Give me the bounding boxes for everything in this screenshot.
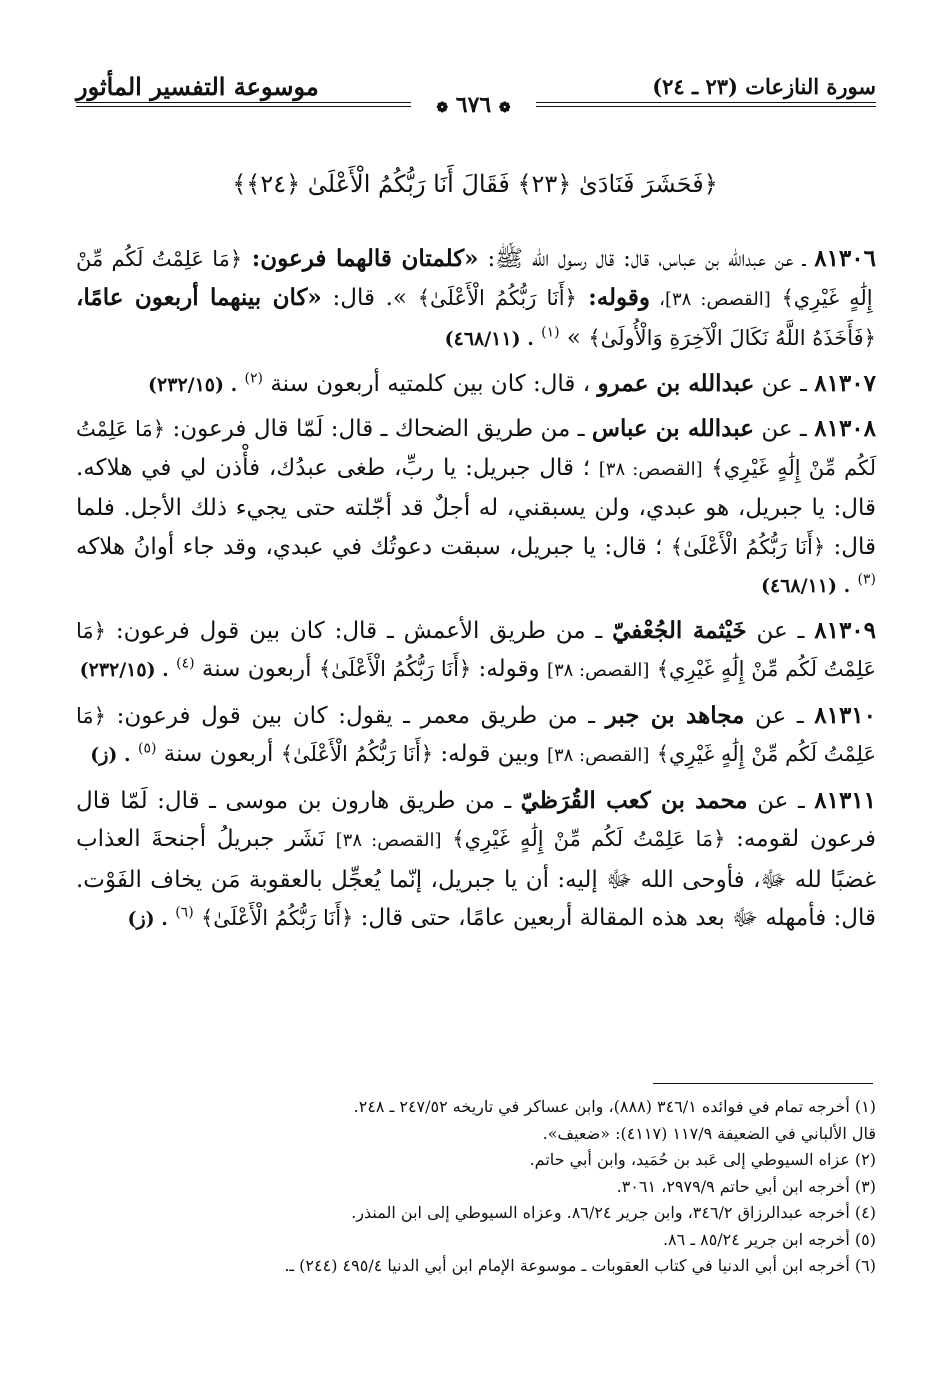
narration-text: ». قال: bbox=[321, 284, 408, 311]
narration-text: ـ من طريق الضحاك ـ قال: لَمّا قال فرعون: bbox=[165, 416, 585, 442]
narration-8309 bbox=[76, 612, 876, 691]
narration-bold: وقوله: bbox=[576, 283, 651, 311]
narration-8307 bbox=[76, 365, 876, 405]
footnote: (٣) أخرجه ابن أبي حاتم ٢٩٧٩/٩، ٣٠٦١. bbox=[616, 1176, 876, 1196]
footnote: (٦) أخرجه ابن أبي الدنيا في كتاب العقوبات ـ موسوعة الإمام ابن أبي الدنيا ٤٩٥/٤ (٢٤٤) ـ. bbox=[284, 1256, 876, 1275]
footnotes bbox=[76, 1094, 876, 1280]
narrations bbox=[76, 240, 876, 945]
quran-quote: ﴿أَنَا رَبُّكُمُ الْأَعْلَىٰ﴾ bbox=[417, 285, 577, 310]
footnote-marker[interactable]: (٤) bbox=[176, 655, 195, 672]
quran-reference: [القصص: ٣٨] bbox=[546, 745, 650, 766]
quran-quote: ﴿أَنَا رَبُّكُمُ الْأَعْلَىٰ﴾ bbox=[200, 906, 354, 930]
narrator-name: خَيْثمة الجُعْفيّ bbox=[612, 616, 747, 644]
narration-number: ٨١٣١١ bbox=[814, 786, 877, 814]
volume-reference: . (٢٣٢/١٥) bbox=[148, 373, 238, 396]
narration-text: ـ عن bbox=[746, 617, 805, 644]
volume-reference: . (ز) bbox=[90, 744, 131, 766]
surah-title: سورة النازعات (٢٣ ـ ٢٤) bbox=[652, 74, 876, 99]
page-number-text: ٦٧٦ bbox=[455, 92, 492, 118]
narrator-name: عبدالله بن عمرو bbox=[597, 369, 755, 397]
narration-8306 bbox=[76, 240, 876, 359]
narration-text: أربعون سنة bbox=[163, 741, 274, 767]
quran-quote: ﴿مَا عَلِمْتُ لَكُم مِّنْ إِلَٰهٍ غَيْرِي﴾ bbox=[76, 703, 876, 766]
page-number bbox=[411, 92, 536, 118]
narration-8311 bbox=[76, 782, 876, 939]
volume-reference: . (٢٣٢/١٥) bbox=[79, 659, 169, 681]
quran-reference: [القصص: ٣٨]، bbox=[650, 288, 771, 310]
narration-text: ـ عن bbox=[754, 370, 807, 397]
narration-text: ـ عن bbox=[744, 702, 804, 729]
footnote: (٢) عزاه السيوطي إلى عَبد بن حُمَيد، وابن أبي حاتم. bbox=[529, 1150, 876, 1169]
quran-verse: ﴿فَحَشَرَ فَنَادَىٰ ﴿٢٣﴾ فَقَالَ أَنَا رَبُّكُمُ الْأَعْلَىٰ ﴿٢٤﴾﴾ bbox=[232, 170, 718, 198]
quran-reference: [القصص: ٣٨] bbox=[335, 830, 442, 851]
footnote-marker[interactable]: (٣) bbox=[857, 571, 876, 588]
book-title: موسوعة التفسير المأثور bbox=[76, 72, 319, 101]
narration-text: ـ عن bbox=[753, 416, 807, 442]
narrator-name: محمد بن كعب القُرَظيّ bbox=[520, 786, 748, 814]
volume-reference: . (٤٦٨/١١) bbox=[761, 575, 851, 597]
quran-quote: ﴿مَا عَلِمْتُ لَكُم مِّنْ إِلَٰهٍ غَيْرِي﴾ bbox=[452, 827, 726, 851]
header-rule-right-thin bbox=[536, 106, 876, 107]
header-rule-left bbox=[76, 102, 411, 103]
footnote: (١) أخرجه تمام في فوائده ٣٤٦/١ (٨٨٨)، وابن عساكر في تاريخه ٢٤٧/٥٢ ـ ٢٤٨. bbox=[353, 1097, 876, 1116]
quran-quote: ﴿أَنَا رَبُّكُمُ الْأَعْلَىٰ﴾ bbox=[280, 742, 434, 766]
narration-number: ٨١٣١٠ bbox=[814, 701, 877, 729]
narration-number: ٨١٣٠٧ bbox=[814, 369, 876, 397]
quran-quote: ﴿فَأَخَذَهُ اللَّهُ نَكَالَ الْآخِرَةِ وَالْأُولَىٰ﴾ bbox=[588, 326, 876, 350]
quran-quote: ﴿مَا عَلِمْتُ لَكُم مِّنْ إِلَٰهٍ غَيْرِي﴾ bbox=[76, 247, 873, 310]
narration-text: » bbox=[566, 325, 581, 351]
header-rule-left-thin bbox=[76, 106, 411, 107]
narration-text: ـ عن عبدالله بن عباس، قال: قال رسول الله ﷺ: bbox=[478, 246, 806, 272]
footnote: قال الألباني في الضعيفة ١١٧/٩ (٤١١٧): «ضعيف». bbox=[542, 1123, 876, 1143]
narration-bold: «كان بينهما أربعون عامًا، bbox=[76, 283, 322, 311]
footnote-marker[interactable]: (٢) bbox=[244, 369, 264, 386]
narration-text: نَشَر جبريلُ أجنحةَ العذاب غضبًا لله ﷻ، فأوحى الله ﷻ إليه: أن يا جبريل، إنّما يُعجِّل بالعقوبة مَن يخاف الفَوْت. قال: فأمهله ﷻ بعد هذه المقالة أربعين عامًا، حتى قال: bbox=[76, 826, 876, 931]
narration-number: ٨١٣٠٨ bbox=[814, 415, 877, 442]
quran-quote: ﴿أَنَا رَبُّكُمُ الْأَعْلَىٰ﴾ bbox=[670, 534, 826, 559]
narration-text: ـ من طريق معمر ـ يقول: كان بين قول فرعون: bbox=[105, 702, 596, 729]
footnote-marker[interactable]: (٦) bbox=[175, 904, 194, 921]
narration-bold: «كلمتان قالهما فرعون: bbox=[242, 245, 479, 272]
narrator-name: عبدالله بن عباس bbox=[591, 415, 754, 442]
narration-text: أربعون سنة bbox=[201, 656, 312, 682]
narration-text: ـ من طريق الأعمش ـ قال: كان بين قول فرعون: bbox=[105, 617, 603, 644]
volume-reference: . (ز) bbox=[127, 908, 168, 930]
narrator-name: مجاهد بن جبر bbox=[605, 701, 745, 729]
narration-text: ؛ قال جبريل: يا ربِّ، طغى عبدُك، فأْذن لي في هلاكه. قال: يا جبريل، هو عبدي، ولن يسبقني، له أجلٌ قد أجّلته حتى يجيء ذلك الأجل. فلما قال: bbox=[76, 454, 876, 560]
narration-number: ٨١٣٠٩ bbox=[814, 616, 877, 644]
narration-text: وقوله: bbox=[471, 656, 540, 682]
running-header bbox=[76, 62, 876, 132]
volume-reference: . (٤٦٨/١١) bbox=[444, 328, 534, 350]
footnote-marker[interactable]: (١) bbox=[541, 324, 560, 341]
narration-8310 bbox=[76, 697, 876, 776]
quran-reference: [القصص: ٣٨] bbox=[546, 660, 650, 681]
quran-quote: ﴿مَا عَلِمْتُ لَكُم مِّنْ إِلَٰهٍ غَيْرِي﴾ bbox=[76, 417, 877, 480]
header-rule-right bbox=[536, 102, 876, 103]
footnote: (٤) أخرجه عبدالرزاق ٣٤٦/٢، وابن جرير ٨٦/٢٤. وعزاه السيوطي إلى ابن المنذر. bbox=[351, 1203, 876, 1222]
footnote-marker[interactable]: (٥) bbox=[137, 740, 157, 757]
narration-8308 bbox=[76, 410, 876, 606]
narration-text: ـ من طريق هارون بن موسى ـ قال: لَمّا قال فرعون لقومه: bbox=[76, 787, 877, 852]
quran-quote: ﴿مَا عَلِمْتُ لَكُم مِّنْ إِلَٰهٍ غَيْرِي﴾ bbox=[76, 618, 876, 681]
footnote: (٥) أخرجه ابن جرير ٨٥/٢٤ ـ ٨٦. bbox=[662, 1229, 876, 1249]
narration-text: ـ عن bbox=[747, 787, 805, 814]
narration-text: ، قال: كان بين كلمتيه أربعون سنة bbox=[270, 370, 591, 397]
ornament-icon: ❁ bbox=[436, 100, 449, 116]
footnote-separator bbox=[653, 1083, 873, 1084]
narration-text: ؛ قال: يا جبريل، سبقت دعوتُك في عبدي، وقد جاء أوانُ هلاكه bbox=[76, 533, 663, 560]
quran-quote: ﴿أَنَا رَبُّكُمُ الْأَعْلَىٰ﴾ bbox=[318, 657, 472, 681]
quran-reference: [القصص: ٣٨] bbox=[598, 458, 703, 480]
narration-text: وبين قوله: bbox=[433, 741, 540, 767]
narration-number: ٨١٣٠٦ bbox=[814, 245, 876, 272]
ornament-icon: ❁ bbox=[498, 100, 511, 116]
